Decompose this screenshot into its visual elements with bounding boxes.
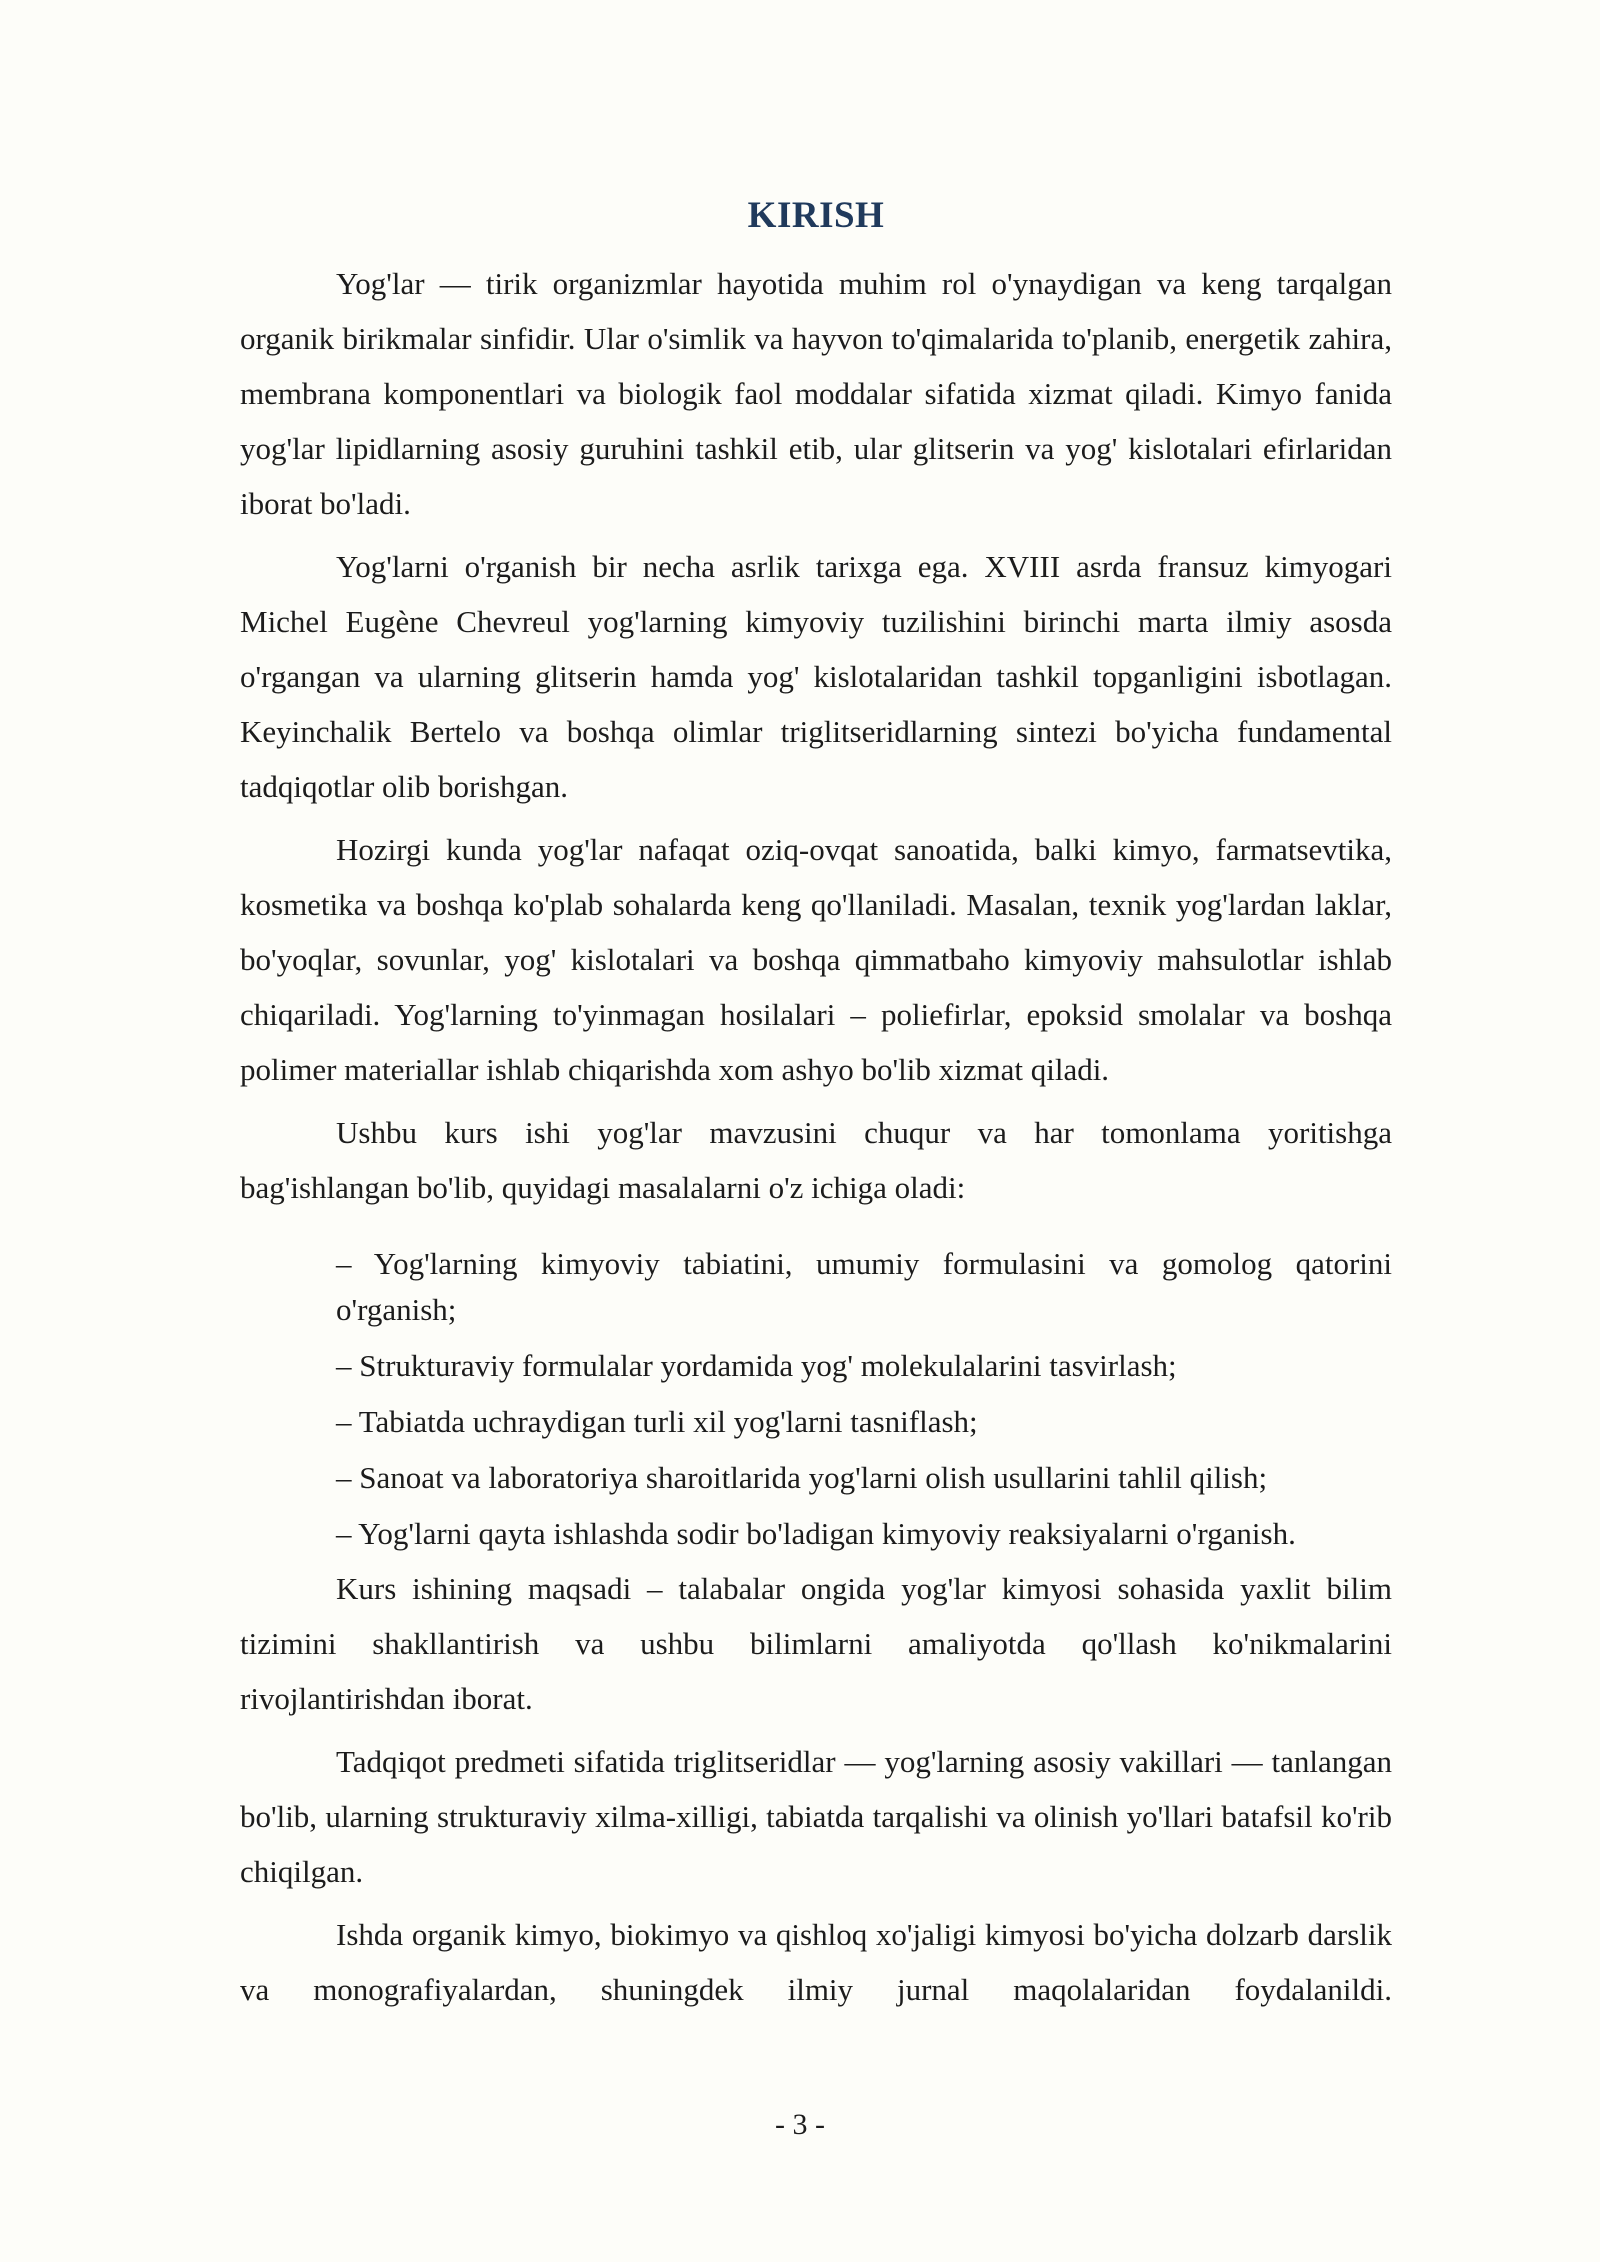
document-page — [240, 180, 1392, 2025]
paragraph-intro: Yog'lar — tirik organizmlar hayotida muhim rol o'ynaydigan va keng tarqalgan organik birikmalar sinfidir. Ular o'simlik va hayvon to'qimalarida to'planib, energetik zahira, membrana komponentlari va biologik faol moddalar sifatida xizmat qiladi. Kimyo fanida yog'lar lipidlarning asosiy guruhini tashkil etib, ular glitserin va yog' kislotalari efirlaridan iborat bo'ladi. — [240, 266, 1392, 522]
list-item: – Yog'larni qayta ishlashda sodir bo'ladigan kimyoviy reaksiyalarni o'rganish. — [336, 1516, 1296, 1552]
paragraph-history: Yog'larni o'rganish bir necha asrlik tarixga ega. XVIII asrda fransuz kimyogari Michel Eugène Chevreul yog'larning kimyoviy tuzilishini birinchi marta ilmiy asosda o'rgangan va ularning glitserin hamda yog' kislotalaridan tashkil topganligini isbotlagan. Keyinchalik Bertelo va boshqa olimlar triglitseridlarning sintezi bo'yicha fundamental tadqiqotlar olib borishgan. — [240, 549, 1392, 805]
paragraph-sources: Ishda organik kimyo, biokimyo va qishloq xo'jaligi kimyosi bo'yicha dolzarb darslik va monografiyalardan, shuningdek ilmiy jurnal maqolalaridan foydalanildi. — [240, 1917, 1392, 2008]
paragraph-subject: Tadqiqot predmeti sifatida triglitseridlar — yog'larning asosiy vakillari — tanlangan bo'lib, ularning strukturaviy xilma-xilligi, tabiatda tarqalishi va olinish yo'llari batafsil ko'rib chiqilgan. — [240, 1744, 1392, 1890]
paragraph-course-scope: Ushbu kurs ishi yog'lar mavzusini chuqur va har tomonlama yoritishga bag'ishlangan bo'lib, quyidagi masalalarni o'z ichiga oladi: — [240, 1115, 1392, 1206]
list-item: – Strukturaviy formulalar yordamida yog' molekulalarini tasvirlash; — [336, 1348, 1177, 1384]
page-title: KIRISH — [747, 195, 885, 236]
paragraph-applications: Hozirgi kunda yog'lar nafaqat oziq-ovqat sanoatida, balki kimyo, farmatsevtika, kosmetika va boshqa ko'plab sohalarda keng qo'llaniladi. Masalan, texnik yog'lardan laklar, bo'yoqlar, sovunlar, yog' kislotalari va boshqa qimmatbaho kimyoviy mahsulotlar ishlab chiqariladi. Yog'larning to'yinmagan hosilalari – poliefirlar, epoksid smolalar va boshqa polimer materiallar ishlab chiqarishda xom ashyo bo'lib xizmat qiladi. — [240, 832, 1392, 1088]
list-item: – Tabiatda uchraydigan turli xil yog'larni tasniflash; — [336, 1404, 978, 1440]
objectives-list — [336, 1241, 1392, 1557]
list-item: – Sanoat va laboratoriya sharoitlarida yog'larni olish usullarini tahlil qilish; — [336, 1460, 1268, 1496]
list-item: – Yog'larning kimyoviy tabiatini, umumiy formulasini va gomolog qatorini o'rganish; — [336, 1246, 1392, 1328]
page-number: - 3 - — [775, 2108, 825, 2141]
paragraph-goal: Kurs ishining maqsadi – talabalar ongida yog'lar kimyosi sohasida yaxlit bilim tizimini shakllantirish va ushbu bilimlarni amaliyotda qo'llash ko'nikmalarini rivojlantirishdan iborat. — [240, 1571, 1392, 1717]
